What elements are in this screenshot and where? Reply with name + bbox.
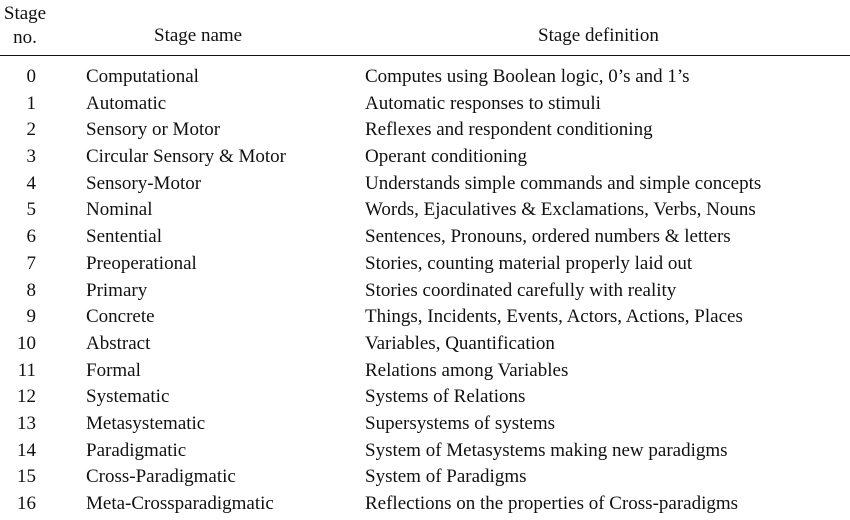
stage-definition: Automatic responses to stimuli: [365, 92, 601, 114]
stage-name: Concrete: [86, 306, 155, 328]
stage-number: 13: [17, 412, 36, 434]
table-row: [0, 171, 850, 198]
stage-name: Circular Sensory & Motor: [86, 146, 287, 168]
stage-number: 2: [26, 119, 36, 141]
stage-definition: Reflections on the properties of Cross-paradigms: [365, 493, 739, 514]
stage-name: Computational: [86, 66, 199, 87]
table-row: [0, 464, 850, 491]
stage-name: Sensory-Motor: [86, 172, 202, 194]
stage-definition: Sentences, Pronouns, ordered numbers & letters: [365, 226, 731, 248]
stage-number: 10: [17, 332, 36, 354]
stage-number: 16: [17, 493, 36, 514]
stage-number: 8: [26, 279, 36, 301]
stage-name: Preoperational: [86, 252, 197, 274]
stage-number: 14: [17, 439, 36, 461]
stage-definition: Variables, Quantification: [365, 332, 555, 354]
stage-name: Formal: [86, 359, 141, 381]
table-row: [0, 304, 850, 331]
stage-name: Nominal: [86, 199, 153, 221]
stage-definition: Relations among Variables: [365, 359, 569, 381]
stage-number: 7: [26, 252, 36, 274]
table-row: [0, 197, 850, 224]
stage-number: 12: [17, 386, 36, 408]
stage-number: 9: [26, 306, 36, 328]
table-row: [0, 331, 850, 358]
column-header-stage-definition: Stage definition: [538, 25, 659, 46]
stage-name: Metasystematic: [86, 412, 206, 434]
stage-definition: Operant conditioning: [365, 146, 527, 168]
stage-name: Sensory or Motor: [86, 119, 221, 141]
header-rule: [0, 55, 850, 56]
stage-number: 3: [26, 146, 36, 168]
stage-name: Meta-Crossparadigmatic: [86, 493, 274, 514]
stage-number: 1: [26, 92, 36, 114]
stage-name: Sentential: [86, 226, 162, 248]
stage-definition: Supersystems of systems: [365, 412, 555, 434]
stage-definition: Words, Ejaculatives & Exclamations, Verbs, Nouns: [365, 199, 756, 221]
table-row: [0, 117, 850, 144]
table-row: [0, 91, 850, 118]
stage-definition: Understands simple commands and simple concepts: [365, 172, 762, 194]
stage-definition: System of Metasystems making new paradigms: [365, 439, 728, 461]
stage-name: Primary: [86, 279, 148, 301]
column-header-stage-name: Stage name: [154, 25, 243, 46]
stage-definition: Things, Incidents, Events, Actors, Actions, Places: [365, 306, 743, 328]
table-row: [0, 358, 850, 385]
stage-name: Systematic: [86, 386, 170, 408]
table-row: [0, 224, 850, 251]
table-row: [0, 411, 850, 438]
stage-name: Automatic: [86, 92, 167, 114]
table-row: [0, 278, 850, 305]
stage-number: 15: [17, 466, 36, 488]
table-row: [0, 384, 850, 411]
stage-name: Cross-Paradigmatic: [86, 466, 236, 488]
stage-number: 5: [26, 199, 36, 221]
stage-definition: System of Paradigms: [365, 466, 527, 488]
stage-number: 0: [26, 66, 36, 87]
table-row: [0, 491, 850, 518]
stage-name: Abstract: [86, 332, 151, 354]
table-header: [0, 0, 850, 56]
table-row: [0, 64, 850, 91]
stage-definition: Systems of Relations: [365, 386, 526, 408]
stage-name: Paradigmatic: [86, 439, 187, 461]
table-row: [0, 251, 850, 278]
stage-definition: Reflexes and respondent conditioning: [365, 119, 653, 141]
stage-definition: Computes using Boolean logic, 0’s and 1’s: [365, 66, 690, 87]
stage-number: 4: [26, 172, 36, 194]
column-header-stage-no-line2: no.: [13, 27, 37, 48]
table-row: [0, 144, 850, 171]
table-body: [0, 64, 850, 518]
stage-definition: Stories, counting material properly laid out: [365, 252, 693, 274]
column-header-stage-no-line1: Stage: [3, 3, 47, 24]
stage-definition: Stories coordinated carefully with reality: [365, 279, 677, 301]
column-header-stage-no: [0, 2, 50, 50]
stage-number: 11: [17, 359, 36, 381]
table-row: [0, 438, 850, 465]
stage-number: 6: [26, 226, 36, 248]
